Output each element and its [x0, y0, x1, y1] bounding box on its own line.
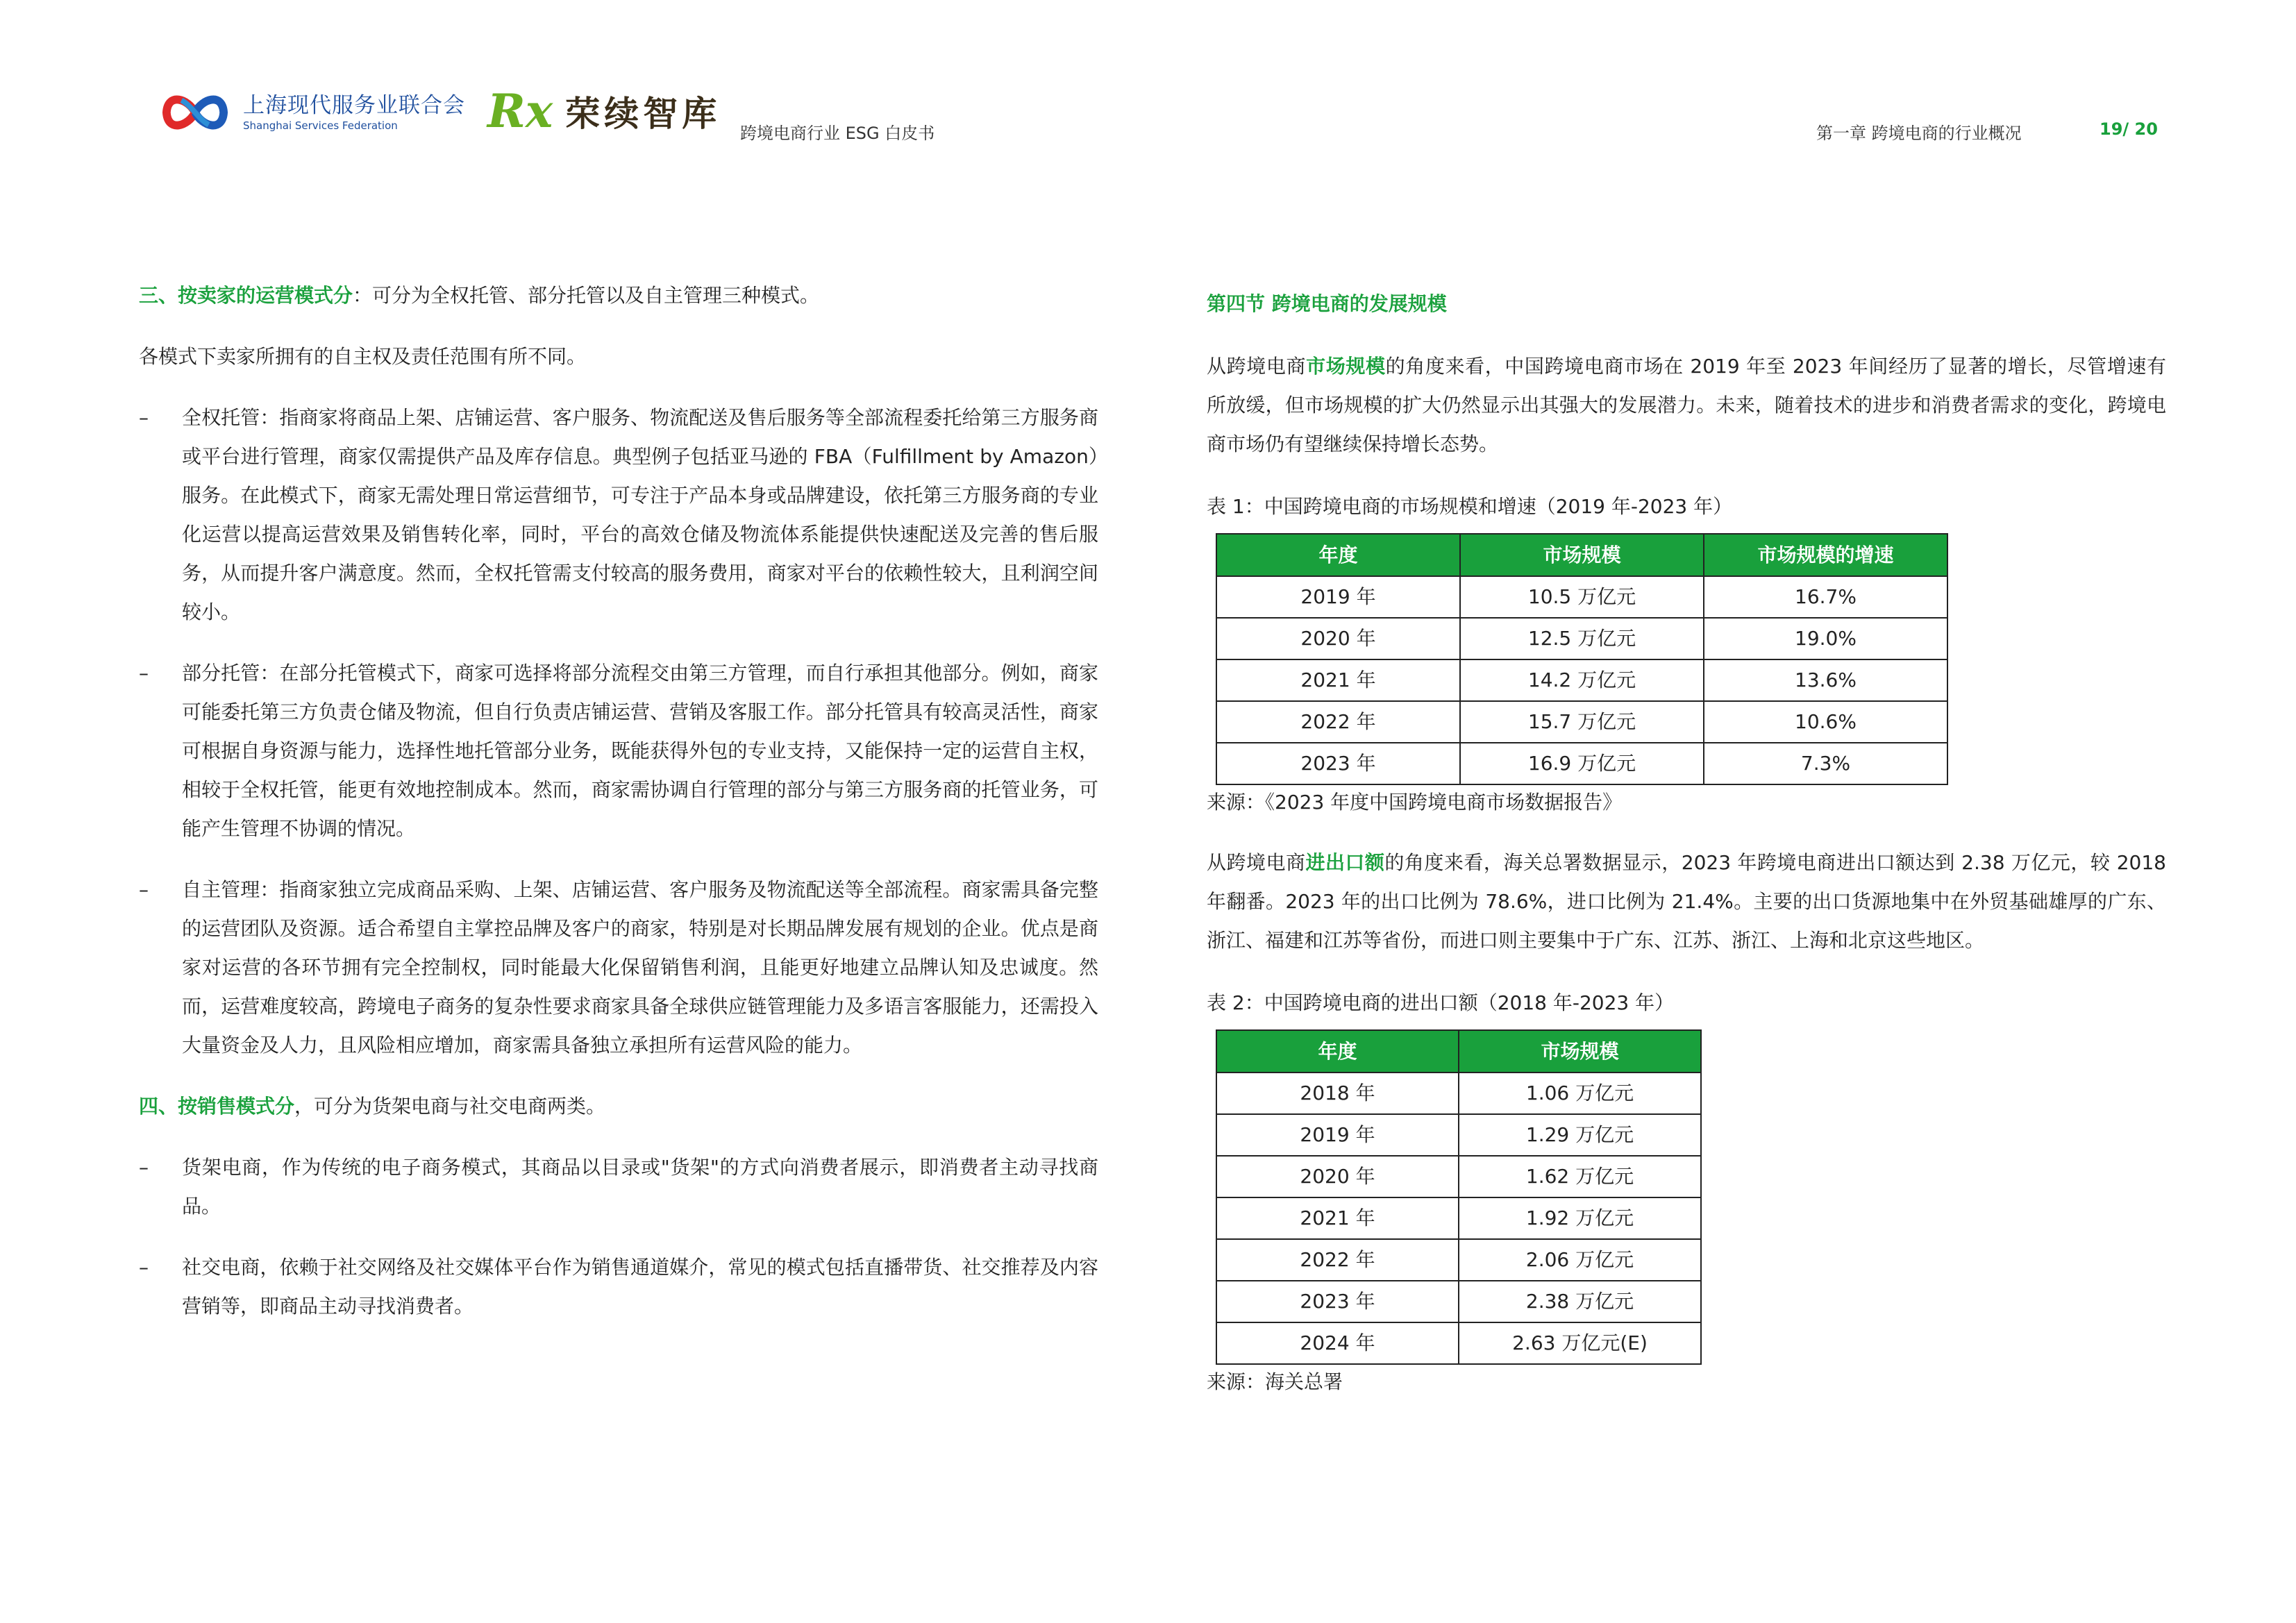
chapter-title: 第一章 跨境电商的行业概况 [1816, 124, 2022, 143]
table-row: 2019 年 1.29 万亿元 [1216, 1114, 1701, 1156]
rongxu-think-tank-logo [487, 83, 721, 139]
section-3-heading: 三、按卖家的运营模式分：可分为全权托管、部分托管以及自主管理三种模式。 [139, 284, 820, 307]
think-tank-name: 荣续智库 [565, 94, 721, 134]
right-column [1207, 285, 2166, 1399]
table-row: 2021 年 1.92 万亿元 [1216, 1197, 1701, 1239]
table-header: 市场规模 [1459, 1030, 1701, 1073]
page-number: 19/ 20 [2100, 119, 2158, 139]
table-row: 2020 年 1.62 万亿元 [1216, 1156, 1701, 1197]
table-row: 2023 年 16.9 万亿元 7.3% [1216, 743, 1947, 784]
section-4-heading: 四、按销售模式分，可分为货架电商与社交电商两类。 [139, 1095, 606, 1118]
document-title: 跨境电商行业 ESG 白皮书 [740, 124, 935, 143]
import-export-table [1216, 1029, 1702, 1365]
table-2-source: 来源：海关总署 [1207, 1370, 1343, 1393]
shanghai-services-federation-logo [161, 85, 465, 140]
list-item: – 社交电商，依赖于社交网络及社交媒体平台作为销售通道媒介，常见的模式包括直播带货、社交推荐及内容营销等，即商品主动寻找消费者。 [139, 1256, 1098, 1318]
table-row: 2020 年 12.5 万亿元 19.0% [1216, 618, 1947, 659]
table-header: 市场规模 [1460, 534, 1704, 576]
table-1-source: 来源：《2023 年度中国跨境电商市场数据报告》 [1207, 791, 1623, 814]
table-row: 2023 年 2.38 万亿元 [1216, 1281, 1701, 1322]
table-row: 2024 年 2.63 万亿元(E) [1216, 1322, 1701, 1364]
list-item: – 自主管理：指商家独立完成商品采购、上架、店铺运营、客户服务及物流配送等全部流程。商家需具备完整的运营团队及资源。适合希望自主掌控品牌及客户的商家，特别是对长期品牌发展有规划的企业。优点是商家对运营的各环节拥有完全控制权，同时能最大化保留销售利润，且能更好地建立品牌认知及忠诚度。然而，运营难度较高，跨境电子商务的复杂性要求商家具备全球供应链管理能力及多语言客服能力，还需投入大量资金及人力，且风险相应增加，商家需具备独立承担所有运营风险的能力。 [139, 878, 1098, 1057]
list-item: – 货架电商，作为传统的电子商务模式，其商品以目录或"货架"的方式向消费者展示，即消费者主动寻找商品。 [139, 1156, 1098, 1218]
table-2-caption: 表 2：中国跨境电商的进出口额（2018 年-2023 年） [1207, 991, 1675, 1014]
market-size-paragraph: 从跨境电商市场规模的角度来看，中国跨境电商市场在 2019 年至 2023 年间经历了显著的增长，尽管增速有所放缓，但市场规模的扩大仍然显示出其强大的发展潜力。未来，随着技术的进步和消费者需求的变化，跨境电商市场仍有望继续保持增长态势。 [1207, 355, 2166, 455]
table-header: 年度 [1216, 534, 1460, 576]
table-1-caption: 表 1：中国跨境电商的市场规模和增速（2019 年-2023 年） [1207, 495, 1733, 518]
import-export-paragraph: 从跨境电商进出口额的角度来看，海关总署数据显示，2023 年跨境电商进出口额达到 2.38 万亿元，较 2018 年翻番。2023 年的出口比例为 78.6%，进口比例为 21.4%。主要的出口货源地集中在外贸基础雄厚的广东、浙江、福建和江苏等省份，而进口则主要集中于广东、江苏、浙江、上海和北京这些地区。 [1207, 851, 2166, 952]
rx-mark-icon: Rx [487, 84, 553, 138]
left-column [139, 276, 1098, 1326]
table-header: 市场规模的增速 [1704, 534, 1947, 576]
federation-name-cn: 上海现代服务业联合会 [243, 93, 465, 118]
federation-emblem-icon [161, 85, 229, 140]
page-header [0, 0, 2296, 180]
list-item: – 部分托管：在部分托管模式下，商家可选择将部分流程交由第三方管理，而自行承担其他部分。例如，商家可能委托第三方负责仓储及物流，但自行负责店铺运营、营销及客服工作。部分托管具有较高灵活性，商家可根据自身资源与能力，选择性地托管部分业务，既能获得外包的专业支持，又能保持一定的运营自主权，相较于全权托管，能更有效地控制成本。然而，商家需协调自行管理的部分与第三方服务商的托管业务，可能产生管理不协调的情况。 [139, 662, 1098, 840]
market-size-table [1216, 533, 1948, 785]
table-row: 2018 年 1.06 万亿元 [1216, 1073, 1701, 1114]
table-row: 2022 年 2.06 万亿元 [1216, 1239, 1701, 1281]
table-row: 2022 年 15.7 万亿元 10.6% [1216, 701, 1947, 743]
list-item: – 全权托管：指商家将商品上架、店铺运营、客户服务、物流配送及售后服务等全部流程委托给第三方服务商或平台进行管理，商家仅需提供产品及库存信息。典型例子包括亚马逊的 FBA（Fulfillment by Amazon）服务。在此模式下，商家无需处理日常运营细节，可专注于产品本身或品牌建设，依托第三方服务商的专业化运营以提高运营效果及销售转化率，同时，平台的高效仓储及物流体系能提供快速配送及完善的售后服务，从而提升客户满意度。然而，全权托管需支付较高的服务费用，商家对平台的依赖性较大，且利润空间较小。 [139, 406, 1098, 623]
section-title: 第四节 跨境电商的发展规模 [1207, 292, 1447, 315]
table-header: 年度 [1216, 1030, 1459, 1073]
table-row: 2021 年 14.2 万亿元 13.6% [1216, 659, 1947, 701]
federation-name-en: Shanghai Services Federation [243, 119, 398, 132]
table-row: 2019 年 10.5 万亿元 16.7% [1216, 576, 1947, 618]
section-3-intro: 各模式下卖家所拥有的自主权及责任范围有所不同。 [139, 345, 587, 368]
